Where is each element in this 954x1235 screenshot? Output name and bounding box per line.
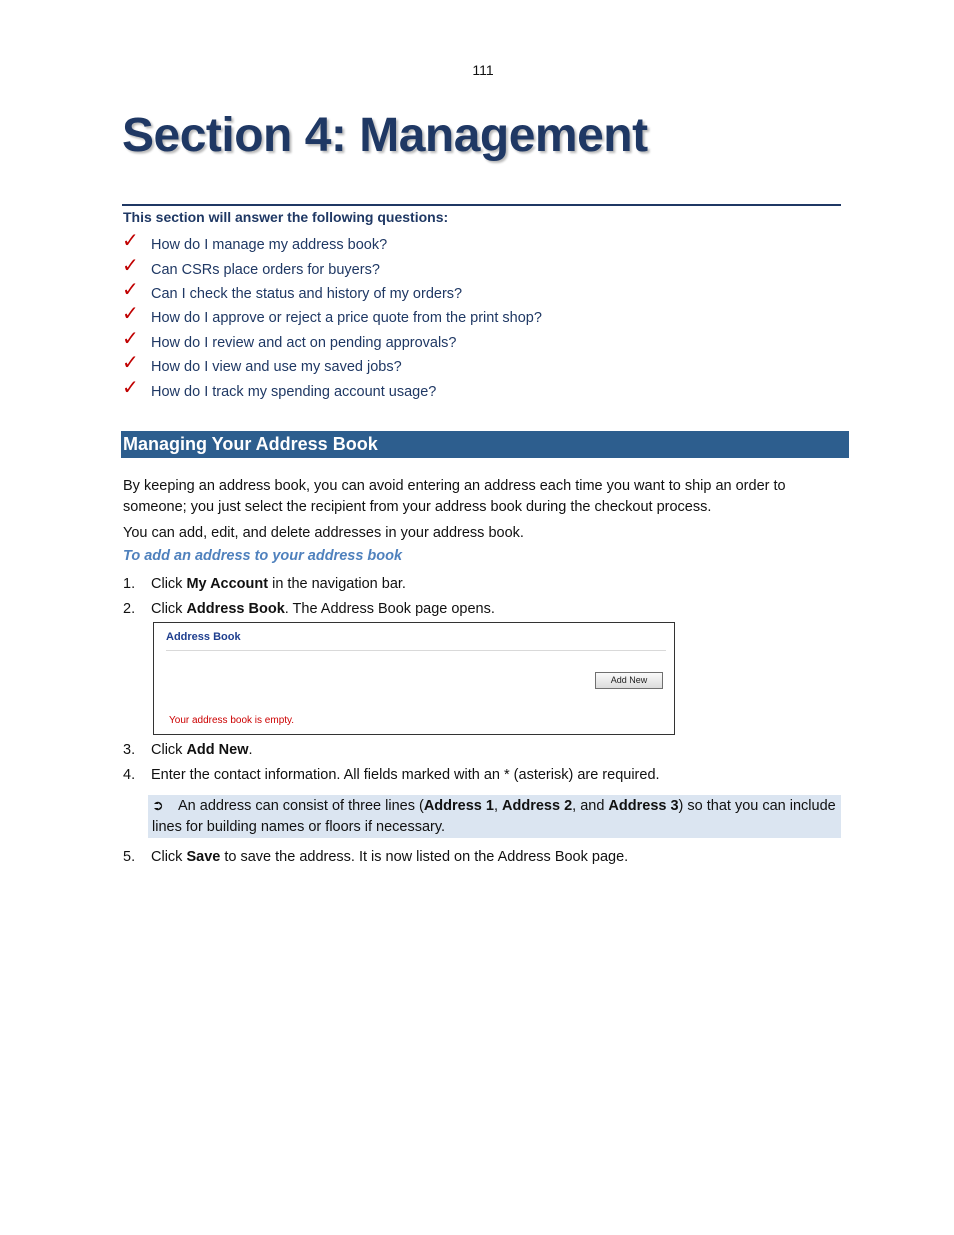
- question-text: How do I track my spending account usage?: [151, 383, 437, 400]
- checkmark-icon: ✓: [122, 230, 139, 253]
- screenshot-title: Address Book: [166, 631, 241, 643]
- intro-paragraph: By keeping an address book, you can avoid entering an address each time you want to ship an order to someone; you just select the recipient from your address book during the checkout process.: [123, 478, 786, 515]
- procedure-heading: To add an address to your address book: [123, 548, 403, 564]
- question-text: How do I manage my address book?: [151, 237, 388, 254]
- question-text: Can CSRs place orders for buyers?: [151, 261, 380, 278]
- question-item: [122, 352, 542, 379]
- question-list: [122, 230, 542, 404]
- step-3: 3. Click Add New.: [123, 742, 253, 758]
- note-box: ➲ An address can consist of three lines (Address 1, Address 2, and Address 3) so that you can include lines for building names or floors if necessary.: [148, 795, 841, 838]
- checkmark-icon: ✓: [122, 352, 139, 375]
- question-item: [122, 230, 542, 257]
- checkmark-icon: ✓: [122, 254, 139, 277]
- address-book-screenshot: [153, 622, 675, 735]
- intro-heading: This section will answer the following questions:: [123, 209, 449, 225]
- step-4: 4. Enter the contact information. All fields marked with an * (asterisk) are required.: [123, 767, 660, 783]
- step-2: 2. Click Address Book. The Address Book page opens.: [123, 601, 495, 617]
- question-item: [122, 278, 542, 306]
- screenshot-divider: [166, 650, 666, 651]
- empty-message: Your address book is empty.: [169, 715, 295, 726]
- checkmark-icon: ✓: [122, 278, 139, 301]
- question-text: How do I view and use my saved jobs?: [151, 359, 402, 376]
- step-1: 1. Click My Account in the navigation bar.: [123, 576, 406, 592]
- capabilities-paragraph: You can add, edit, and delete addresses in your address book.: [123, 525, 524, 541]
- question-item: [122, 303, 542, 330]
- checkmark-icon: ✓: [122, 376, 139, 399]
- add-new-button[interactable]: Add New: [595, 672, 663, 689]
- section-title: Section 4: Management: [122, 109, 648, 162]
- page-number: 111: [472, 62, 494, 78]
- question-text: How do I approve or reject a price quote from the print shop?: [151, 310, 542, 327]
- question-item: [122, 327, 542, 355]
- checkmark-icon: ✓: [122, 327, 139, 350]
- title-rule: [122, 204, 841, 206]
- question-item: [122, 254, 542, 281]
- section-heading: Managing Your Address Book: [121, 431, 849, 458]
- question-text: How do I review and act on pending approvals?: [151, 334, 457, 351]
- question-text: Can I check the status and history of my orders?: [151, 285, 463, 302]
- arrow-icon: ➲: [152, 797, 164, 813]
- checkmark-icon: ✓: [122, 303, 139, 326]
- question-item: [122, 376, 542, 403]
- step-5: 5. Click Save to save the address. It is now listed on the Address Book page.: [123, 849, 629, 865]
